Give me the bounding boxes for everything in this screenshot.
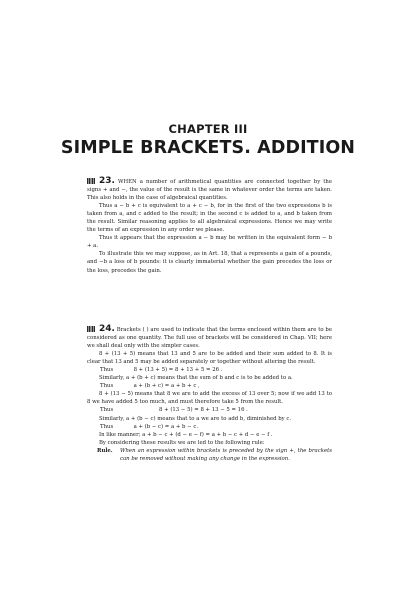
equation-1: Thus 8 + (13 + 5) = 8 + 13 + 5 = 26 . (100, 367, 223, 374)
chapter-title: SIMPLE BRACKETS. ADDITION (60, 138, 356, 158)
equation-3: Thus 8 + (13 − 5) = 8 + 13 − 5 = 16 . (100, 407, 248, 414)
section-number: 23. (99, 176, 115, 186)
section-23-paragraph-3: Thus it appears that the expression a − b may be written in the equivalent form − b + a. (87, 235, 332, 250)
section-23-paragraph-2: Thus a − b + c is equivalent to a + c − b, for in the first of the two expressions b is taken from a, and c added to the result; in the second c is added to a, and b taken from the result. Similar reasoning applies to all algebraical expressions. Hence we may write the terms of an expression in any order we please. (87, 203, 332, 234)
rule-text: When an expression within brackets is preceded by the sign +, the brackets can be removed without making any change in the expression. (120, 447, 332, 462)
section-24-paragraph-2: 8 + (13 + 5) means that 13 and 5 are to be added and their sum added to 8. It is clear that 13 and 5 may be added separately or together without altering the result. (87, 351, 332, 366)
equation-2: Thus a + (b + c) = a + b + c , (100, 383, 200, 390)
section-23-paragraph-1 (87, 177, 332, 202)
rule-label: Rule. (97, 447, 113, 454)
section-23 (87, 177, 332, 275)
section-number: 24. (99, 324, 115, 334)
section-24-paragraph-5: Similarly, a + (b − c) means that to a we are to add b, diminished by c. (99, 415, 292, 422)
paragraph-text: Brackets ( ) are used to indicate that the terms enclosed within them are to be considered as one quantity. The full use of brackets will be considered in Chap. VII; here we shall deal only with the simpler cases. (87, 327, 332, 350)
section-24-paragraph-3: Similarly, a + (b + c) means that the sum of b and c is to be added to a. (99, 375, 293, 382)
rule-box (87, 447, 332, 463)
section-23-paragraph-4: To illustrate this we may suppose, as in Art. 18, that a represents a gain of a pounds, and −b a loss of b pounds: it is clearly immaterial whether the gain precedes the loss or the loss, precedes the gain. (87, 251, 332, 274)
section-24-paragraph-1 (87, 325, 332, 350)
section-24-paragraph-7: By considering these results we are led to the following rule: (99, 439, 265, 446)
section-24-paragraph-6: In like manner; a + b − c + (d − e − f) = a + b − c + d − e − f . (99, 431, 273, 438)
equation-4: Thus a + (b − c) = a + b − c. (100, 423, 199, 430)
section-marker-icon (87, 326, 96, 332)
section-24 (87, 325, 332, 463)
section-24-paragraph-4: 8 + (13 − 5) means that 8 we are to add the excess of 13 over 5; now if we add 13 to 8 we have added 5 too much, and must therefore take 5 from the result. (87, 391, 332, 406)
chapter-heading: CHAPTER III (168, 122, 248, 136)
section-marker-icon (87, 178, 96, 184)
paragraph-text: WHEN a number of arithmetical quantities are connected together by the signs + and −, the value of the result is the same in whatever order the terms are taken. This also holds in the case of algebraical quantities. (87, 179, 332, 202)
